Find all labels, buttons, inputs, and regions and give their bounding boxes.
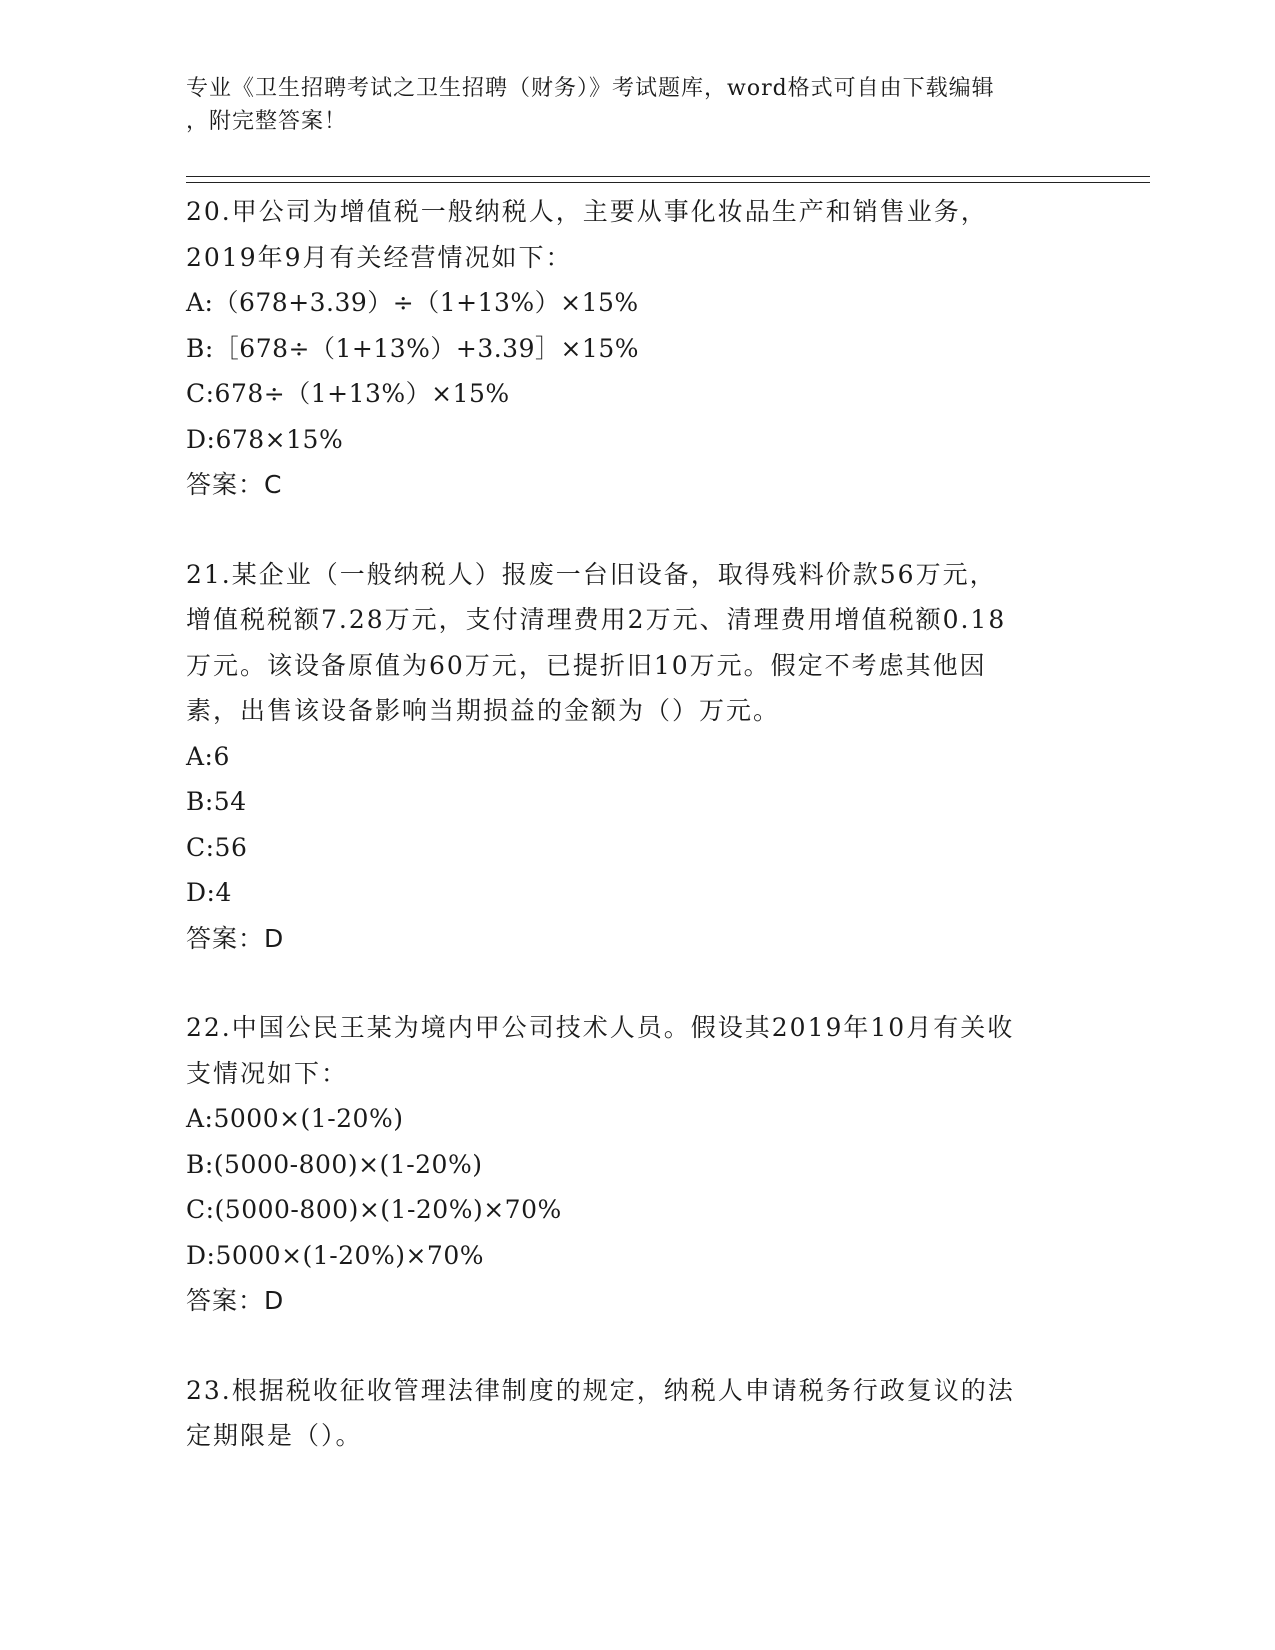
answer-option: D:5000×(1-20%)×70% — [186, 1240, 484, 1270]
answer-option: A:5000×(1-20%) — [186, 1104, 404, 1133]
question-block — [186, 189, 1086, 508]
header-divider-top — [186, 176, 1150, 177]
question-block — [186, 1005, 1086, 1324]
question-block — [186, 552, 1086, 962]
question-text-line: 22.中国公民王某为境内甲公司技术人员。假设其2019年10月有关收 — [186, 1013, 1015, 1042]
answer-option: C:(5000-800)×(1-20%)×70% — [186, 1195, 562, 1224]
answer-option: A:（678+3.39）÷（1+13%）×15% — [186, 288, 639, 317]
question-list — [186, 189, 1086, 1503]
question-text-line: 增值税税额7.28万元，支付清理费用2万元、清理费用增值税额0.18 — [186, 605, 1007, 634]
answer-option: C:56 — [186, 832, 248, 862]
document-header — [186, 72, 1066, 138]
header-line-2: ，附完整答案！ — [186, 109, 348, 134]
answer-key: 答案：D — [186, 1286, 285, 1315]
answer-key: 答案：C — [186, 470, 283, 499]
answer-option: D:678×15% — [186, 424, 344, 454]
question-text-line: 20.甲公司为增值税一般纳税人，主要从事化妆品生产和销售业务， — [186, 197, 988, 226]
question-text-line: 定期限是（）。 — [186, 1421, 363, 1450]
header-divider-bottom — [186, 182, 1150, 183]
answer-option: B:(5000-800)×(1-20%) — [186, 1149, 483, 1179]
question-text-line: 23.根据税收征收管理法律制度的规定，纳税人申请税务行政复议的法 — [186, 1375, 1015, 1405]
question-text-line: 21.某企业（一般纳税人）报废一台旧设备，取得残料价款56万元， — [186, 559, 997, 589]
answer-option: C:678÷（1+13%）×15% — [186, 379, 510, 408]
answer-key: 答案：D — [186, 923, 285, 953]
answer-option: B:54 — [186, 787, 247, 816]
question-text-line: 万元。该设备原值为60万元，已提折旧10万元。假定不考虑其他因 — [186, 650, 987, 680]
answer-option: D:4 — [186, 878, 232, 907]
header-line-1: 专业《卫生招聘考试之卫生招聘（财务）》考试题库，word格式可自由下载编辑 — [186, 76, 995, 101]
answer-option: A:6 — [186, 741, 230, 771]
answer-option: B:［678÷（1+13%）+3.39］×15% — [186, 333, 640, 363]
question-text-line: 支情况如下： — [186, 1058, 349, 1088]
question-block — [186, 1368, 1086, 1459]
question-text-line: 2019年9月有关经营情况如下： — [186, 242, 573, 272]
question-text-line: 素，出售该设备影响当期损益的金额为（）万元。 — [186, 696, 781, 725]
